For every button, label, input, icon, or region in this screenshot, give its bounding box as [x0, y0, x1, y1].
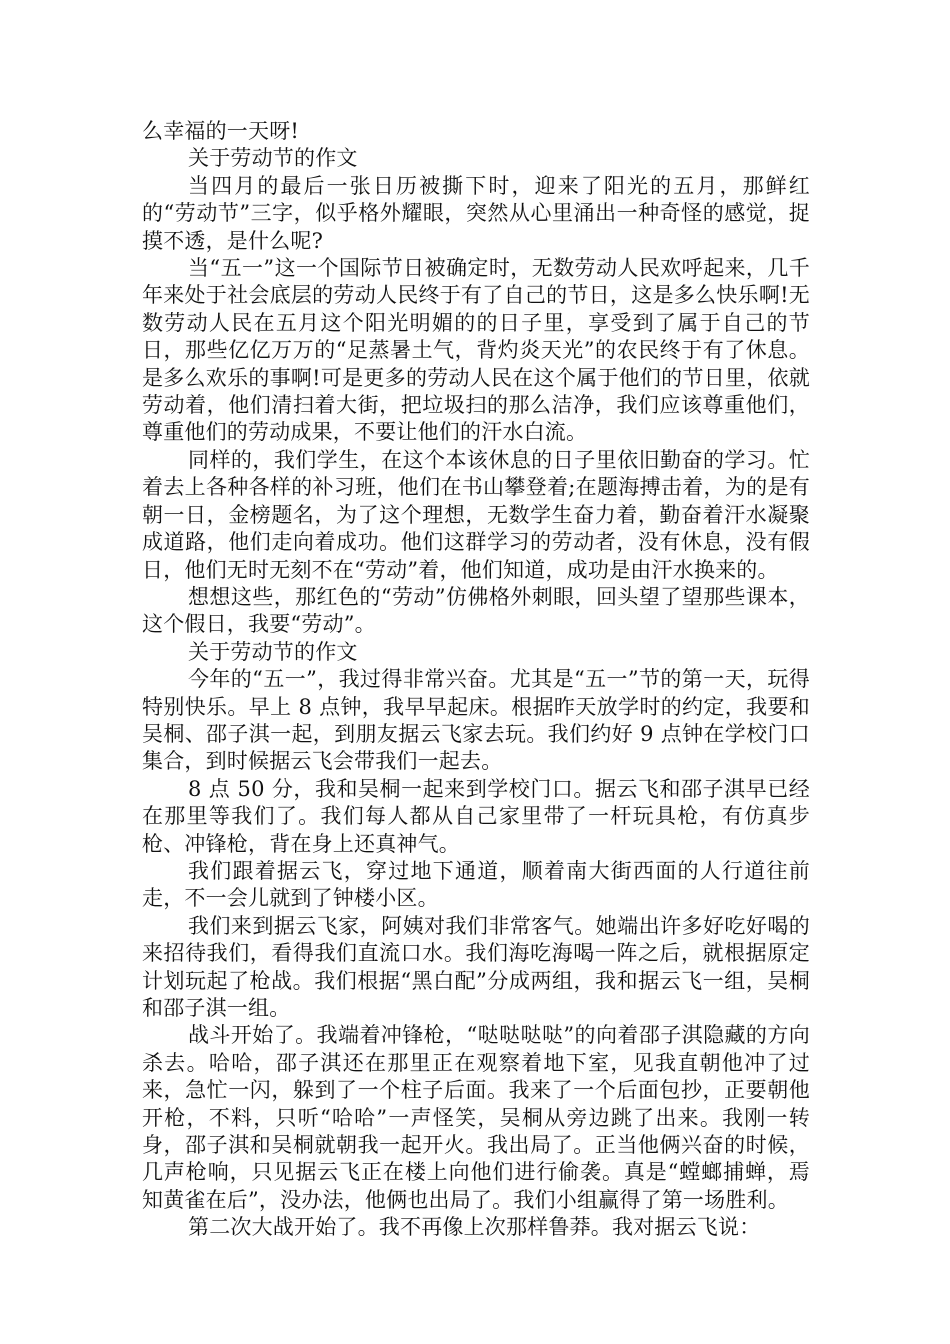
paragraph: 我们来到据云飞家，阿姨对我们非常客气。她端出许多好吃好喝的来招待我们，看得我们直流口水。我们海吃海喝一阵之后，就根据原定计划玩起了枪战。我们根据“黑白配”分成两组，我和据云飞一组，吴桐和邵子淇一组。	[142, 913, 810, 1020]
paragraph: 想想这些，那红色的“劳动”仿佛格外刺眼，回头望了望那些课本，这个假日，我要“劳动”。	[142, 584, 810, 637]
paragraph: 当四月的最后一张日历被撕下时，迎来了阳光的五月，那鲜红的“劳动节”三字，似乎格外耀眼，突然从心里涌出一种奇怪的感觉，捉摸不透，是什么呢?	[142, 173, 810, 253]
paragraph: 8 点 50 分，我和吴桐一起来到学校门口。据云飞和邵子淇早已经在那里等我们了。我们每人都从自己家里带了一杆玩具枪，有仿真步枪、冲锋枪，背在身上还真神气。	[142, 776, 810, 856]
essay-heading: 关于劳动节的作文	[188, 639, 358, 664]
paragraph: 我们跟着据云飞，穿过地下通道，顺着南大街西面的人行道往前走，不一会儿就到了钟楼小区。	[142, 858, 810, 911]
paragraph: 同样的，我们学生，在这个本该休息的日子里依旧勤奋的学习。忙着去上各种各样的补习班，他们在书山攀登着;在题海搏击着，为的是有朝一日，金榜题名，为了这个理想，无数学生奋力着，勤奋着汗水凝聚成道路，他们走向着成功。他们这群学习的劳动者，没有休息，没有假日，他们无时无刻不在“劳动”着，他们知道，成功是由汗水换来的。	[142, 447, 810, 582]
document-body	[142, 118, 810, 1242]
paragraph: 当“五一”这一个国际节日被确定时，无数劳动人民欢呼起来，几千年来处于社会底层的劳动人民终于有了自己的节日，这是多么快乐啊!无数劳动人民在五月这个阳光明媚的的日子里，享受到了属于自己的节日，那些亿亿万万的“足蒸暑土气，背灼炎天光”的农民终于有了休息。是多么欢乐的事啊!可是更多的劳动人民在这个属于他们的节日里，依就劳动着，他们清扫着大街，把垃圾扫的那么洁净，我们应该尊重他们，尊重他们的劳动成果，不要让他们的汗水白流。	[142, 256, 810, 445]
paragraph-continuation: 么幸福的一天呀!	[142, 119, 300, 143]
paragraph: 第二次大战开始了。我不再像上次那样鲁莽。我对据云飞说：	[188, 1215, 761, 1240]
essay-heading: 关于劳动节的作文	[188, 146, 358, 171]
paragraph: 战斗开始了。我端着冲锋枪，“哒哒哒哒”的向着邵子淇隐藏的方向杀去。哈哈，邵子淇还在那里正在观察着地下室，见我直朝他冲了过来，急忙一闪，躲到了一个柱子后面。我来了一个后面包抄，正要朝他开枪，不料，只听“哈哈”一声怪笑，吴桐从旁边跳了出来。我刚一转身，邵子淇和吴桐就朝我一起开火。我出局了。正当他俩兴奋的时候，几声枪响，只见据云飞正在楼上向他们进行偷袭。真是“螳螂捕蝉，焉知黄雀在后”，没办法，他俩也出局了。我们小组赢得了第一场胜利。	[142, 1023, 810, 1212]
paragraph: 今年的“五一”，我过得非常兴奋。尤其是“五一”节的第一天，玩得特别快乐。早上 8 点钟，我早早起床。根据昨天放学时的约定，我要和吴桐、邵子淇一起，到朋友据云飞家去玩。我们约好 9 点钟在学校门口集合，到时候据云飞会带我们一起去。	[142, 667, 810, 774]
